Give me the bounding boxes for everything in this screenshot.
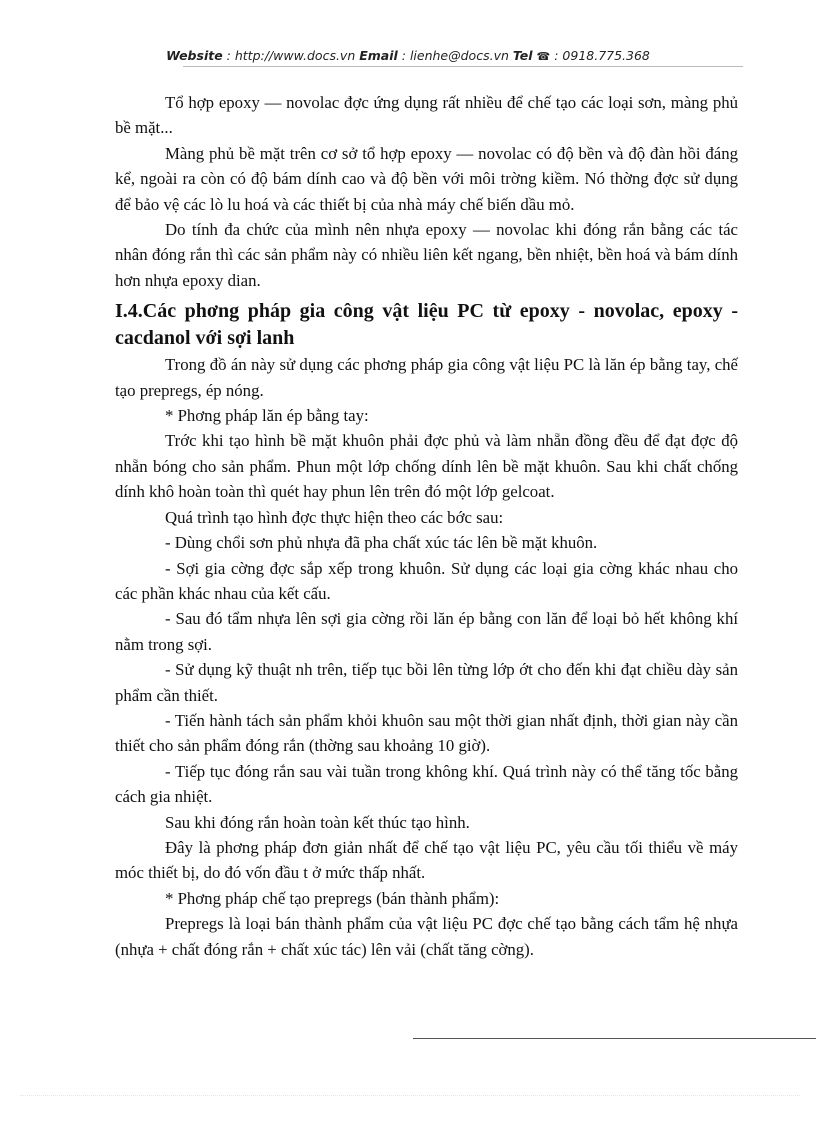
tel-label: Tel	[512, 48, 533, 63]
email-label: Email	[359, 48, 398, 63]
list-item: - Dùng chổi sơn phủ nhựa đã pha chất xúc tác lên bề mặt khuôn.	[165, 533, 598, 553]
paragraph: Trớc khi tạo hình bề mặt khuôn phải đợc phủ và làm nhẵn đồng đều để đạt đợc độ nhẵn bóng cho sản phẩm. Phun một lớp chống dính lên bề mặt khuôn. Sau khi chất chống dính khô hoàn toàn thì quét hay phun lên trên đó một lớp gelcoat.	[115, 431, 738, 502]
list-item: - Tiếp tục đóng rắn sau vài tuần trong không khí. Quá trình này có thể tăng tốc bằng cách gia nhiệt.	[115, 761, 738, 807]
paragraph: Sau khi đóng rắn hoàn toàn kết thúc tạo hình.	[165, 812, 470, 832]
method-subheading: * Phơng pháp chế tạo prepregs (bán thành phẩm):	[165, 888, 500, 908]
section-heading: I.4.Các phơng pháp gia công vật liệu PC từ epoxy - novolac, epoxy - cacdanol với sợi lanh	[115, 300, 738, 350]
tel-value: : 0918.775.368	[550, 48, 650, 63]
paragraph: Quá trình tạo hình đợc thực hiện theo các bớc sau:	[165, 507, 504, 527]
email-value: : lienhe@docs.vn	[397, 48, 513, 63]
paragraph: Đây là phơng pháp đơn giản nhất để chế tạo vật liệu PC, yêu cầu tối thiểu về máy móc thiết bị, do đó vốn đầu t ở mức thấp nhất.	[115, 837, 738, 883]
list-item: - Sau đó tẩm nhựa lên sợi gia cờng rồi lăn ép bằng con lăn để loại bỏ hết không khí nằm trong sợi.	[115, 609, 738, 654]
method-subheading: * Phơng pháp lăn ép bằng tay:	[165, 406, 369, 426]
paragraph: Do tính đa chức của mình nên nhựa epoxy — novolac khi đóng rắn bằng các tác nhân đóng rắn thì các sản phẩm này có nhiều liên kết ngang, bền nhiệt, bền hoá và bám dính hơn nhựa epoxy dian.	[115, 220, 738, 290]
list-item: - Sử dụng kỹ thuật nh trên, tiếp tục bồi lên từng lớp ớt cho đến khi đạt chiều dày sản phẩm cần thiết.	[115, 660, 738, 705]
page-header	[0, 48, 816, 63]
paragraph: Trong đồ án này sử dụng các phơng pháp gia công vật liệu PC là lăn ép bằng tay, chế tạo prepregs, ép nóng.	[115, 355, 738, 400]
paragraph: Tổ hợp epoxy — novolac đợc ứng dụng rất nhiều để chế tạo các loại sơn, màng phủ bề mặt...	[115, 93, 738, 138]
list-item: - Tiến hành tách sản phẩm khỏi khuôn sau một thời gian nhất định, thời gian này cần thiết cho sản phẩm đóng rắn (thờng sau khoảng 10 giờ).	[115, 710, 738, 756]
page-bottom-border	[20, 1095, 800, 1096]
list-item: - Sợi gia cờng đợc sắp xếp trong khuôn. Sử dụng các loại gia cờng khác nhau cho các phần khác nhau của kết cấu.	[115, 558, 738, 603]
header-divider	[183, 66, 743, 67]
document-body	[115, 90, 738, 962]
website-value: : http://www.docs.vn	[222, 48, 360, 63]
paragraph: Màng phủ bề mặt trên cơ sở tổ hợp epoxy — novolac có độ bền và độ đàn hồi đáng kể, ngoài ra còn có độ bám dính cao và độ bền với môi trờng kiềm. Nó thờng đợc sử dụng để bảo vệ các lò lu hoá và các thiết bị của nhà máy chế biến dầu mỏ.	[115, 143, 738, 214]
website-label: Website	[166, 48, 223, 63]
phone-icon: ☎	[536, 50, 551, 63]
footer-divider	[413, 1038, 816, 1039]
paragraph: Prepregs là loại bán thành phẩm của vật liệu PC đợc chế tạo bằng cách tẩm hệ nhựa (nhựa + chất đóng rắn + chất xúc tác) lên vải (chất tăng cờng).	[115, 914, 738, 959]
